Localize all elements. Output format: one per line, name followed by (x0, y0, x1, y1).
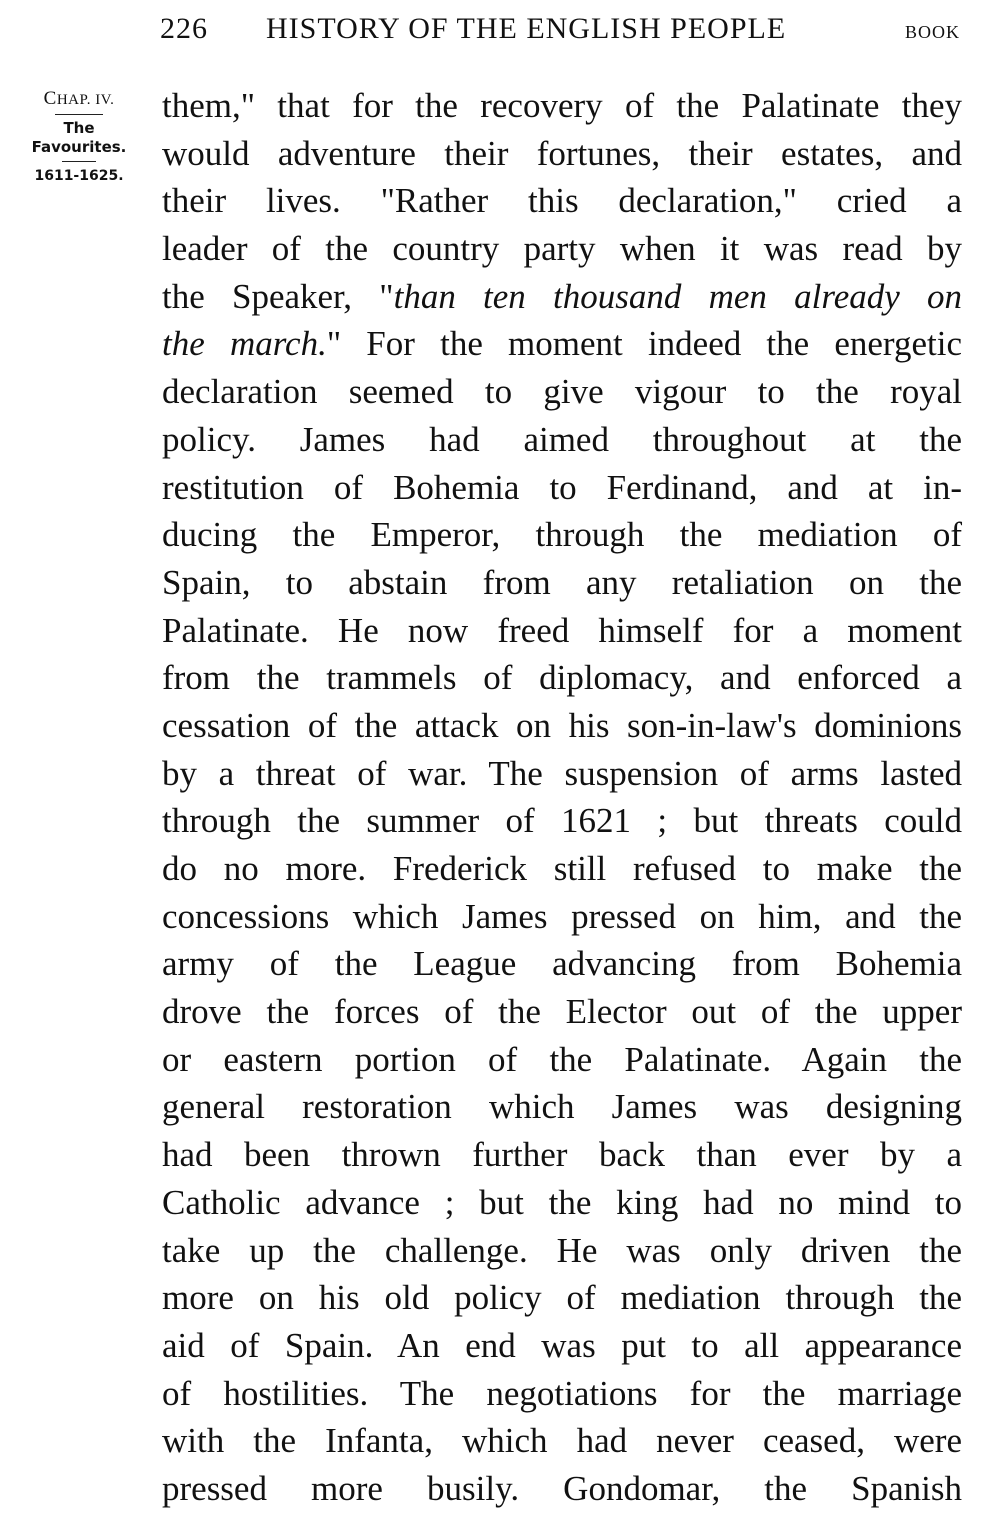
italic-quote: the march. (162, 324, 327, 364)
text-line: Spain, to abstain from any retaliation on the (162, 562, 962, 602)
text-line: concessions which James pressed on him, and the (162, 896, 962, 936)
text-line (162, 273, 962, 321)
page-number: 226 (160, 12, 208, 45)
text-line (162, 320, 962, 368)
text-line: cessation of the attack on his son-in-law's dominions (162, 705, 962, 745)
text-line: army of the League advancing from Bohemia (162, 944, 962, 984)
book-title: HISTORY OF THE ENGLISH PEOPLE (266, 12, 787, 45)
section-title-line-1: The (63, 119, 95, 137)
text-line: general restoration which James was designing (162, 1087, 962, 1127)
text-line: would adventure their fortunes, their estates, and (162, 133, 962, 173)
text-line: had been thrown further back than ever by a (162, 1135, 962, 1175)
text-line: declaration seemed to give vigour to the royal (162, 372, 962, 412)
text-line: of hostilities. The negotiations for the marriage (162, 1373, 962, 1413)
text-line: with the Infanta, which had never ceased, were (162, 1421, 962, 1461)
book-label: BOOK (904, 22, 960, 42)
margin-divider (62, 161, 96, 162)
section-title-line-2: Favourites. (31, 138, 127, 156)
body-text (162, 82, 962, 1513)
text-line: from the trammels of diplomacy, and enforced a (162, 658, 962, 698)
text-line: more on his old policy of mediation through the (162, 1278, 962, 1318)
italic-quote: than ten thousand men already on (393, 276, 962, 316)
text-line: take up the challenge. He was only driven the (162, 1230, 962, 1270)
text-line: do no more. Frederick still refused to make the (162, 849, 962, 888)
chapter-initial: C (43, 88, 57, 109)
text-line: them," that for the recovery of the Palatinate they (162, 86, 962, 125)
chapter-label (6, 88, 152, 110)
text-line-rest: " For the moment indeed the energetic (326, 324, 962, 364)
text-line: their lives. "Rather this declaration," cried a (162, 181, 962, 221)
margin-divider (55, 114, 103, 115)
text-line: pressed more busily. Gondomar, the Spanish (162, 1468, 962, 1508)
text-line: restitution of Bohemia to Ferdinand, and at in- (162, 467, 962, 507)
text-line: drove the forces of the Elector out of the upper (162, 992, 962, 1032)
text-line: Palatinate. He now freed himself for a moment (162, 610, 962, 650)
text-line-start: the Speaker, " (162, 276, 394, 316)
text-line: policy. James had aimed throughout at the (162, 419, 962, 459)
text-line: leader of the country party when it was read by (162, 229, 962, 269)
text-line: through the summer of 1621 ; but threats could (162, 801, 962, 841)
text-line: ducing the Emperor, through the mediation of (162, 515, 962, 555)
text-line: by a threat of war. The suspension of arms lasted (162, 753, 962, 793)
text-line: aid of Spain. An end was put to all appearance (162, 1325, 962, 1365)
text-line: or eastern portion of the Palatinate. Again the (162, 1039, 962, 1079)
text-line: Catholic advance ; but the king had no mind to (162, 1182, 962, 1222)
margin-note (6, 88, 152, 184)
section-dates: 1611-1625. (34, 168, 124, 184)
running-head (160, 12, 960, 52)
chapter-rest: HAP. IV. (56, 92, 115, 108)
